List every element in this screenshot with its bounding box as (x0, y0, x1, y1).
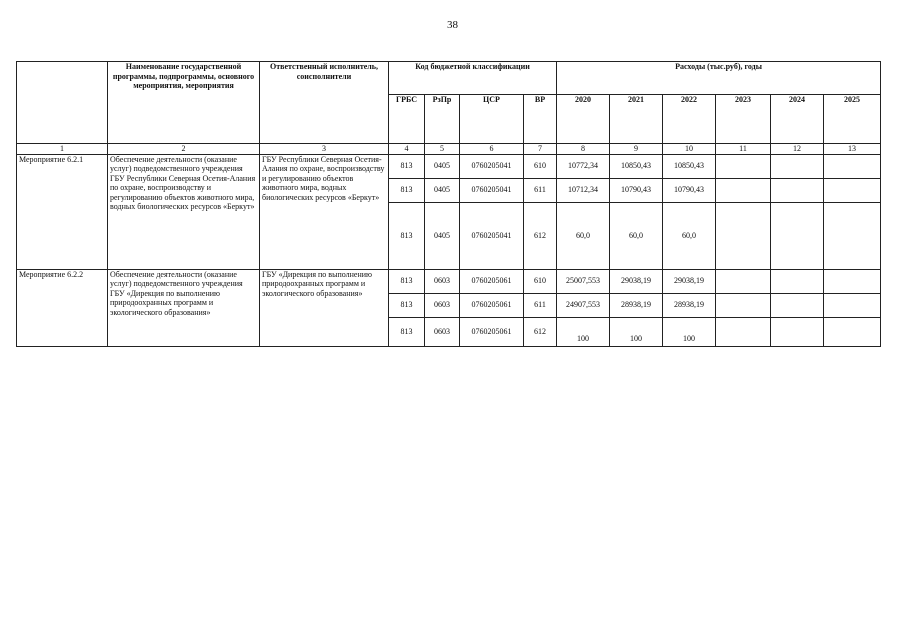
value-2020: 24907,553 (557, 293, 610, 317)
rzpr-cell: 0405 (425, 154, 460, 178)
grbs-cell: 813 (389, 178, 425, 202)
header-csr: ЦСР (460, 95, 524, 144)
csr-cell: 0760205041 (460, 202, 524, 269)
value-2025 (824, 269, 881, 293)
column-number: 9 (610, 144, 663, 155)
value-2025 (824, 202, 881, 269)
grbs-cell: 813 (389, 293, 425, 317)
value-2023 (716, 293, 771, 317)
value-2022: 29038,19 (663, 269, 716, 293)
value-2020: 10712,34 (557, 178, 610, 202)
rzpr-cell: 0405 (425, 202, 460, 269)
value-2023 (716, 178, 771, 202)
event-responsible: ГБУ Республики Северная Осетия-Алания по охране, воспроизводству и регулированию объектов животного мира, водных биологических ресурсов «Беркут» (260, 154, 389, 269)
column-number: 12 (771, 144, 824, 155)
value-2022: 10850,43 (663, 154, 716, 178)
page-number: 38 (447, 19, 458, 31)
column-number: 13 (824, 144, 881, 155)
value-2024 (771, 202, 824, 269)
header-year-2024: 2024 (771, 95, 824, 144)
event-description: Обеспечение деятельности (оказание услуг) подведомственного учреждения ГБУ «Дирекция по выполнению природоохранных программ и экологического образования» (108, 269, 260, 346)
event-description: Обеспечение деятельности (оказание услуг) подведомственного учреждения ГБУ Республики Северная Осетия-Алания по охране, воспроизводству и регулированию объектов животного мира, водных биологических ресурсов «Беркут» (108, 154, 260, 269)
rzpr-cell: 0603 (425, 293, 460, 317)
value-2024 (771, 269, 824, 293)
value-2021: 10790,43 (610, 178, 663, 202)
column-number: 8 (557, 144, 610, 155)
rzpr-cell: 0603 (425, 269, 460, 293)
header-expenses: Расходы (тыс.руб), годы (557, 62, 881, 95)
rzpr-cell: 0603 (425, 317, 460, 346)
header-blank (17, 62, 108, 144)
header-year-2025: 2025 (824, 95, 881, 144)
header-name: Наименование государственной программы, подпрограммы, основного мероприятия, мероприятия (108, 62, 260, 144)
value-2023 (716, 202, 771, 269)
csr-cell: 0760205041 (460, 154, 524, 178)
value-2020: 60,0 (557, 202, 610, 269)
column-number: 2 (108, 144, 260, 155)
value-2021: 29038,19 (610, 269, 663, 293)
vr-cell: 610 (524, 269, 557, 293)
value-2021: 60,0 (610, 202, 663, 269)
grbs-cell: 813 (389, 202, 425, 269)
value-2020: 10772,34 (557, 154, 610, 178)
vr-cell: 611 (524, 178, 557, 202)
table-row (17, 154, 881, 178)
vr-cell: 610 (524, 154, 557, 178)
value-2021: 28938,19 (610, 293, 663, 317)
header-rzpr: РзПр (425, 95, 460, 144)
value-2023 (716, 269, 771, 293)
value-2022: 10790,43 (663, 178, 716, 202)
value-2024 (771, 178, 824, 202)
header-vr: ВР (524, 95, 557, 144)
header-responsible: Ответственный исполнитель, соисполнители (260, 62, 389, 144)
value-2025 (824, 317, 881, 346)
grbs-cell: 813 (389, 317, 425, 346)
column-number: 10 (663, 144, 716, 155)
value-2025 (824, 293, 881, 317)
event-label: Мероприятие 6.2.1 (17, 154, 108, 269)
value-2024 (771, 154, 824, 178)
header-year-2020: 2020 (557, 95, 610, 144)
column-number: 6 (460, 144, 524, 155)
value-2020: 25007,553 (557, 269, 610, 293)
grbs-cell: 813 (389, 154, 425, 178)
column-number-row (17, 144, 881, 155)
vr-cell: 612 (524, 317, 557, 346)
value-2023 (716, 317, 771, 346)
value-2023 (716, 154, 771, 178)
event-responsible: ГБУ «Дирекция по выполнению природоохранных программ и экологического образования» (260, 269, 389, 346)
column-number: 11 (716, 144, 771, 155)
value-2025 (824, 178, 881, 202)
table-row (17, 269, 881, 293)
value-2022: 60,0 (663, 202, 716, 269)
value-2025 (824, 154, 881, 178)
header-year-2021: 2021 (610, 95, 663, 144)
budget-table (16, 61, 881, 347)
vr-cell: 611 (524, 293, 557, 317)
header-budget-code: Код бюджетной классификации (389, 62, 557, 95)
csr-cell: 0760205061 (460, 293, 524, 317)
column-number: 5 (425, 144, 460, 155)
column-number: 4 (389, 144, 425, 155)
value-2022: 100 (663, 317, 716, 346)
value-2024 (771, 317, 824, 346)
rzpr-cell: 0405 (425, 178, 460, 202)
value-2021: 10850,43 (610, 154, 663, 178)
header-year-2022: 2022 (663, 95, 716, 144)
vr-cell: 612 (524, 202, 557, 269)
value-2020: 100 (557, 317, 610, 346)
event-label: Мероприятие 6.2.2 (17, 269, 108, 346)
csr-cell: 0760205041 (460, 178, 524, 202)
csr-cell: 0760205061 (460, 317, 524, 346)
value-2021: 100 (610, 317, 663, 346)
grbs-cell: 813 (389, 269, 425, 293)
csr-cell: 0760205061 (460, 269, 524, 293)
value-2024 (771, 293, 824, 317)
column-number: 7 (524, 144, 557, 155)
header-year-2023: 2023 (716, 95, 771, 144)
column-number: 3 (260, 144, 389, 155)
header-grbs: ГРБС (389, 95, 425, 144)
column-number: 1 (17, 144, 108, 155)
value-2022: 28938,19 (663, 293, 716, 317)
header-row-1 (17, 62, 881, 95)
